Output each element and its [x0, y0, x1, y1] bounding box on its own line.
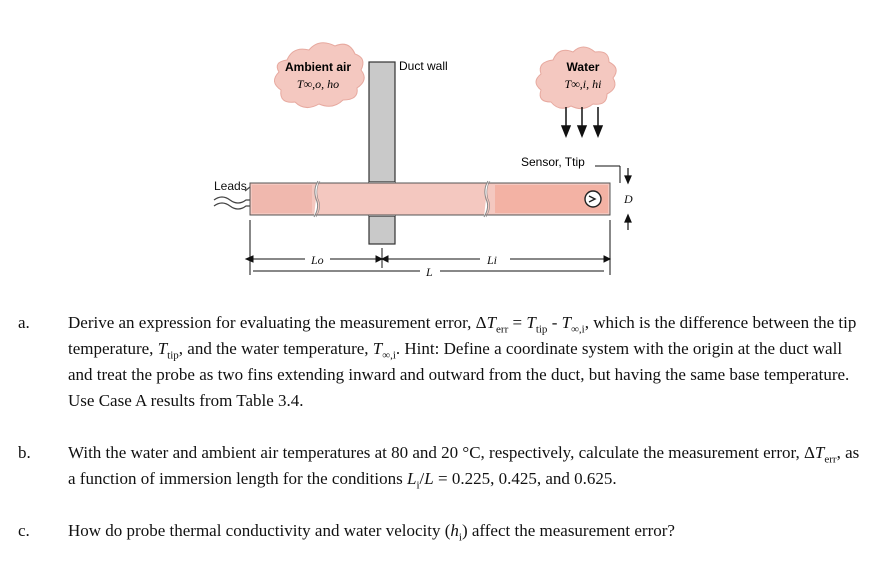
flow-arrows [562, 107, 602, 136]
ambient-air-cloud [274, 43, 364, 108]
probe-rod [250, 181, 610, 217]
sensor-label: Sensor, Ttip [521, 155, 585, 169]
question-a-label: a. [18, 313, 30, 332]
length-dimensions [246, 220, 610, 279]
duct-wall [369, 59, 448, 244]
diameter-dimension [623, 168, 633, 230]
ambient-air-params: T∞,o, ho [296, 77, 340, 91]
leads [214, 179, 250, 209]
question-b-label: b. [18, 443, 31, 462]
leads-label: Leads [214, 179, 247, 193]
water-cloud [536, 47, 616, 109]
question-c [18, 518, 868, 544]
duct-wall-label: Duct wall [399, 59, 448, 73]
dim-D: D [624, 192, 633, 206]
question-b [18, 440, 868, 492]
question-a-text: Derive an expression for evaluating the measurement error, $\Delta T_{err} = T_{tip} - T_{\infty,i}$, which is the difference between the tip temperature, $T_{tip}$, and the water temperature, $T_{\infty,i}$. Hint: Define a coordinate system with the origin at the duct wall and treat the probe as two fins extending inward and outward from the duct, but having the same base temperature. Use Case A results from Table 3.4. [68, 313, 857, 410]
water-label: Water [566, 60, 600, 74]
dim-L: L [426, 265, 433, 279]
ambient-air-label: Ambient air [284, 60, 352, 74]
sensor-icon [585, 191, 601, 207]
question-c-text: How do probe thermal conductivity and water velocity $(h_i)$ affect the measurement error? [68, 521, 675, 544]
dim-Li: Li [487, 253, 498, 267]
dim-Lo: Lo [311, 253, 324, 267]
sensor-callout [521, 155, 620, 183]
question-c-label: c. [18, 521, 30, 540]
question-b-text: With the water and ambient air temperatures at 80 and 20 °C, respectively, calculate the measurement error, $\Delta T_{err}$, as a function of immersion length for the conditions $L_i/L = 0.225$, 0.425, and 0.625. [68, 443, 860, 492]
water-params: T∞,i, hi [564, 77, 602, 91]
question-a [18, 310, 868, 414]
